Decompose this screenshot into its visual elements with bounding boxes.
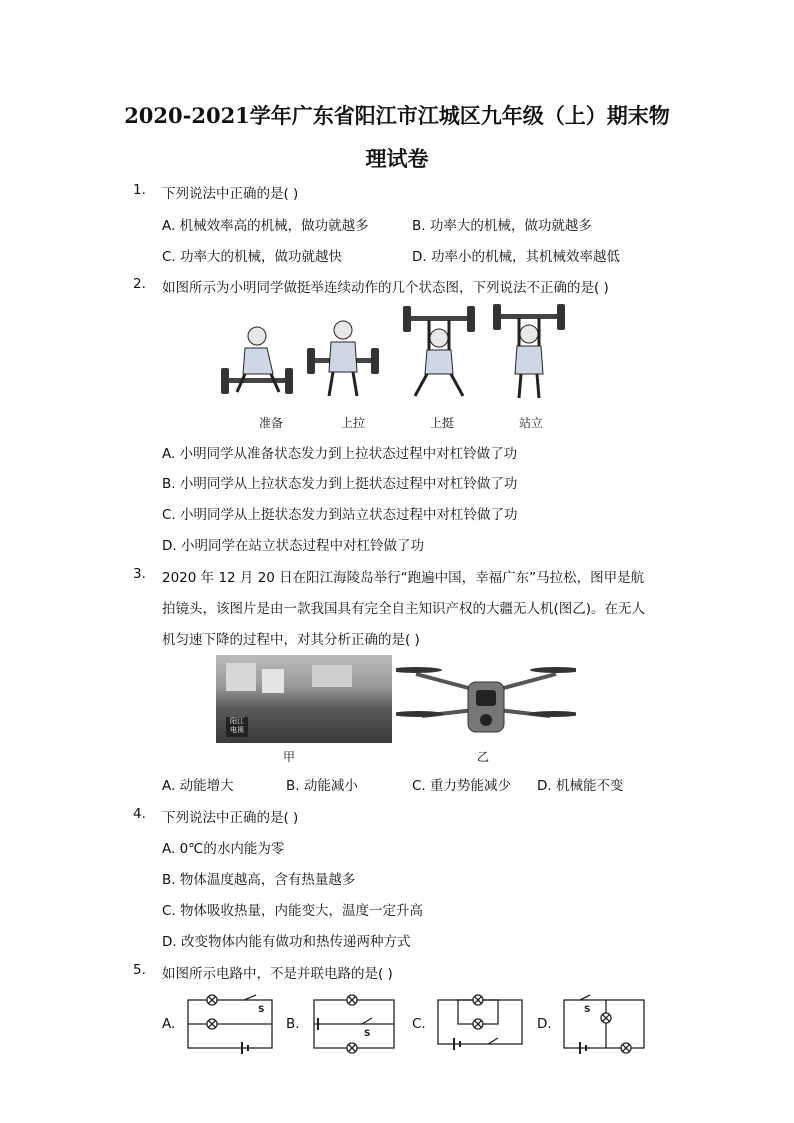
option-c: C. 小明同学从上挺状态发力到站立状态过程中对杠铃做了功 <box>162 507 518 523</box>
circuit-b <box>306 994 402 1054</box>
question-stem: 如图所示电路中，不是并联电路的是( ) <box>162 966 393 982</box>
option-d: D. 机械能不变 <box>537 778 624 794</box>
question-stem: 下列说法中正确的是( ) <box>162 186 299 202</box>
figure-label: 上拉 <box>341 416 366 430</box>
question-stem-line: 拍镜头，该图片是由一款我国具有完全自主知识产权的大疆无人机(图乙)。在无人 <box>162 601 646 617</box>
option-a: A. <box>162 1016 176 1032</box>
option-a: A. 0℃的水内能为零 <box>162 841 285 857</box>
photo-watermark: 电视 <box>230 726 244 734</box>
lifter-jerk <box>403 306 475 396</box>
switch-label: S <box>584 1005 591 1015</box>
question-stem-line: 机匀速下降的过程中，对其分析正确的是( ) <box>162 632 420 648</box>
option-a: A. 动能增大 <box>162 778 234 794</box>
option-b: B. 物体温度越高，含有热量越多 <box>162 872 356 888</box>
drone-photo <box>396 658 576 742</box>
option-b: B. <box>286 1016 300 1032</box>
figure-label: 乙 <box>477 750 490 764</box>
question-number: 4. <box>133 806 146 822</box>
circuit-d <box>556 994 652 1054</box>
switch-label: S <box>258 1005 265 1015</box>
photo-watermark: 阳江 <box>230 717 244 725</box>
switch-label: S <box>364 1029 371 1039</box>
question-number: 5. <box>133 962 146 978</box>
circuit-a <box>182 994 278 1054</box>
question-number: 1. <box>133 182 146 198</box>
option-a: A. 机械效率高的机械，做功就越多 <box>162 218 369 234</box>
option-b: B. 动能减小 <box>286 778 358 794</box>
figure-label: 准备 <box>259 416 284 430</box>
exam-title-line1: 2020-2021学年广东省阳江市江城区九年级（上）期末物 <box>124 103 670 128</box>
question-number: 2. <box>133 276 146 292</box>
option-a: A. 小明同学从准备状态发力到上拉状态过程中对杠铃做了功 <box>162 446 518 462</box>
option-b: B. 功率大的机械，做功就越多 <box>412 218 592 234</box>
circuit-c <box>432 990 528 1054</box>
option-b: B. 小明同学从上拉状态发力到上挺状态过程中对杠铃做了功 <box>162 476 518 492</box>
figure-label: 站立 <box>519 416 544 430</box>
lifter-prepare <box>221 327 293 394</box>
option-c: C. 重力势能减少 <box>412 778 512 794</box>
figure-label: 上挺 <box>430 416 455 430</box>
option-d: D. 小明同学在站立状态过程中对杠铃做了功 <box>162 538 424 554</box>
question-stem: 下列说法中正确的是( ) <box>162 810 299 826</box>
option-d: D. 功率小的机械，其机械效率越低 <box>412 249 620 265</box>
option-d: D. <box>537 1016 552 1032</box>
option-c: C. 功率大的机械，做功就越快 <box>162 249 343 265</box>
question-stem: 如图所示为小明同学做挺举连续动作的几个状态图，下列说法不正确的是( ) <box>162 280 609 296</box>
option-c: C. 物体吸收热量，内能变大，温度一定升高 <box>162 903 424 919</box>
marathon-aerial-photo <box>216 655 392 743</box>
exam-title-line2: 理试卷 <box>365 146 429 171</box>
option-c: C. <box>412 1016 426 1032</box>
question-stem-line: 2020 年 12 月 20 日在阳江海陵岛举行“跑遍中国，幸福广东”马拉松，图甲是航 <box>162 570 645 586</box>
option-d: D. 改变物体内能有做功和热传递两种方式 <box>162 934 411 950</box>
figure-label: 甲 <box>283 750 296 764</box>
lifter-pull <box>307 321 379 396</box>
weightlifting-figure <box>215 300 585 412</box>
lifter-stand <box>493 304 565 398</box>
question-number: 3. <box>133 566 146 582</box>
